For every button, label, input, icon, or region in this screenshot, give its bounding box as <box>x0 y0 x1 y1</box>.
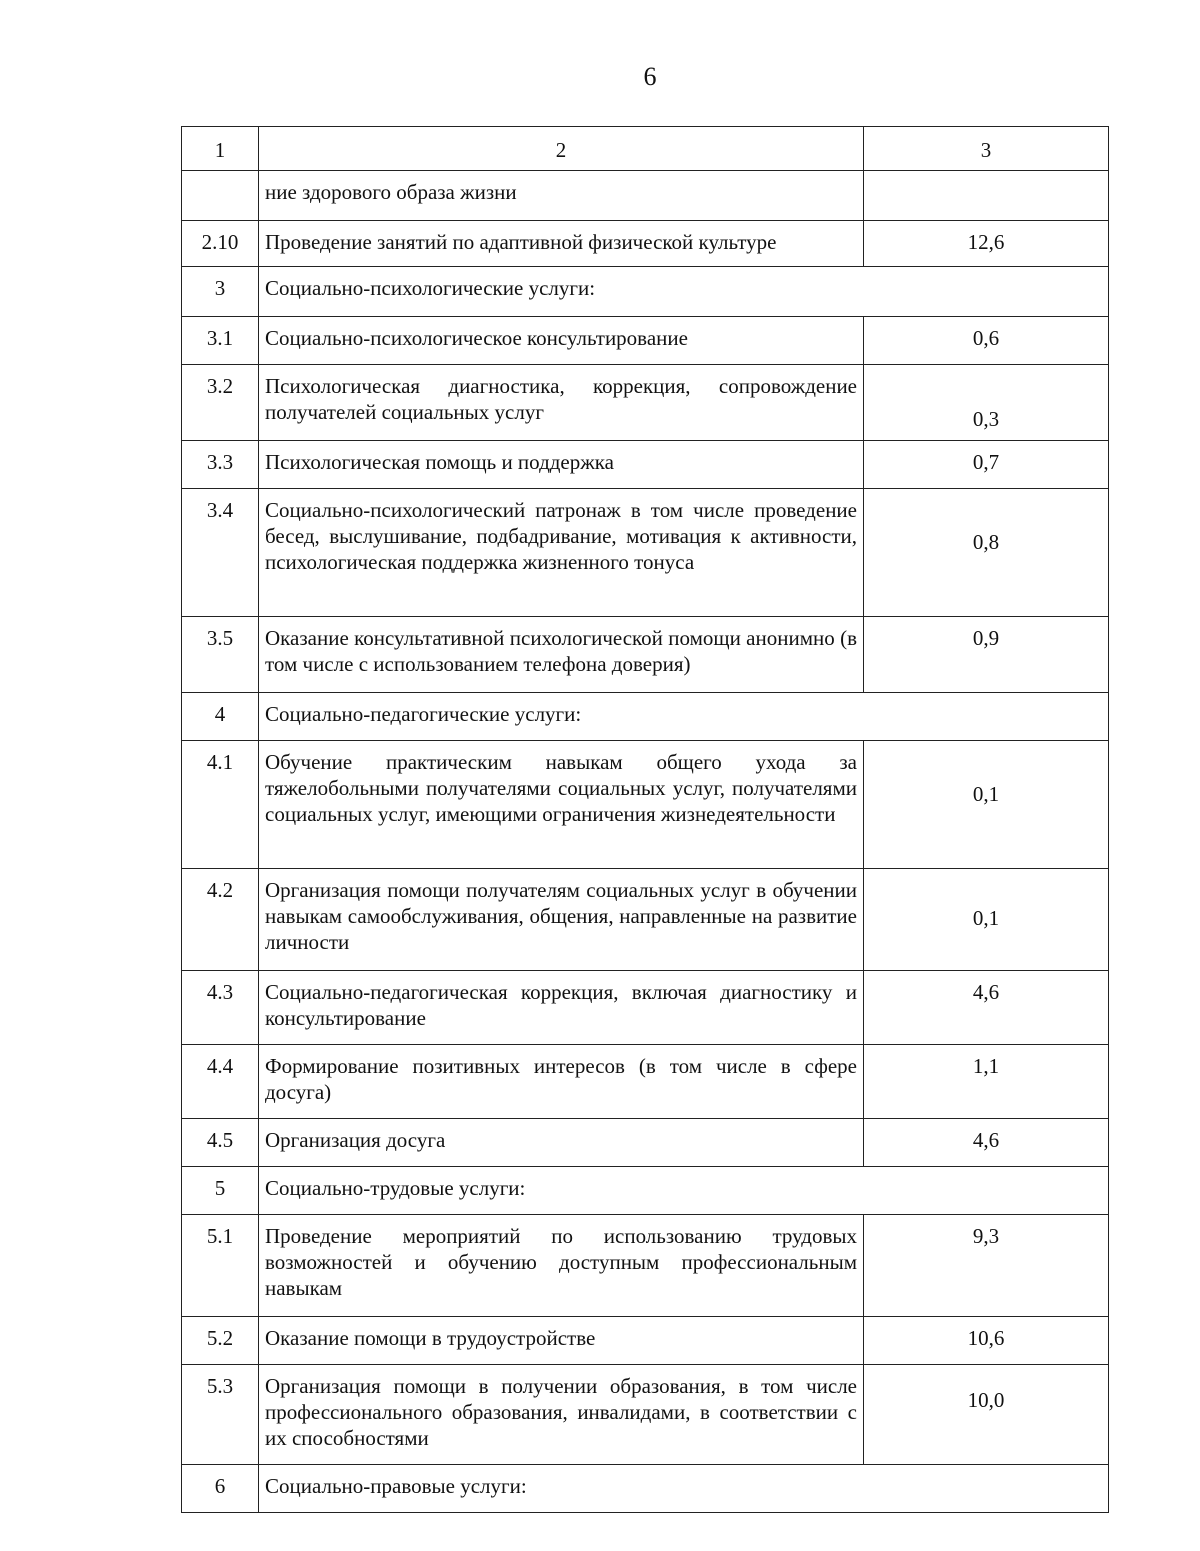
row-value: 0,7 <box>864 441 1109 489</box>
row-service: Организация досуга <box>259 1119 864 1167</box>
row-value: 4,6 <box>864 1119 1109 1167</box>
section-row <box>182 693 1109 741</box>
section-title: Социально-правовые услуги: <box>259 1465 1109 1513</box>
section-number: 4 <box>182 693 259 741</box>
table-row <box>182 489 1109 617</box>
table-row <box>182 971 1109 1045</box>
table-row-continuation <box>182 171 1109 221</box>
section-title: Социально-психологические услуги: <box>259 267 1109 317</box>
row-value: 0,3 <box>864 365 1109 441</box>
table-row <box>182 741 1109 869</box>
row-value: 0,1 <box>864 741 1109 869</box>
row-number: 5.1 <box>182 1215 259 1317</box>
row-number: 4.3 <box>182 971 259 1045</box>
row-service: Социально-психологическое консультирование <box>259 317 864 365</box>
row-value: 0,8 <box>864 489 1109 617</box>
row-number: 3.2 <box>182 365 259 441</box>
table-row <box>182 365 1109 441</box>
row-number: 3.4 <box>182 489 259 617</box>
table-row <box>182 617 1109 693</box>
row-service: Оказание консультативной психологической помощи анонимно (в том числе с использованием телефона доверия) <box>259 617 864 693</box>
row-number: 3.5 <box>182 617 259 693</box>
table-row <box>182 1365 1109 1465</box>
row-service: Психологическая диагностика, коррекция, сопровождение получателей социальных услуг <box>259 365 864 441</box>
row-number: 3.3 <box>182 441 259 489</box>
row-value: 12,6 <box>864 221 1109 267</box>
section-row <box>182 1167 1109 1215</box>
row-number: 2.10 <box>182 221 259 267</box>
row-value: 9,3 <box>864 1215 1109 1317</box>
row-value: 1,1 <box>864 1045 1109 1119</box>
row-value: 4,6 <box>864 971 1109 1045</box>
row-service: Проведение занятий по адаптивной физической культуре <box>259 221 864 267</box>
row-service: Проведение мероприятий по использованию трудовых возможностей и обучению доступным профессиональным навыкам <box>259 1215 864 1317</box>
row-service: Формирование позитивных интересов (в том числе в сфере досуга) <box>259 1045 864 1119</box>
row-service: Оказание помощи в трудоустройстве <box>259 1317 864 1365</box>
row-number: 4.5 <box>182 1119 259 1167</box>
row-number: 4.1 <box>182 741 259 869</box>
header-col-2: 2 <box>259 127 864 171</box>
section-row <box>182 1465 1109 1513</box>
row-value: 10,6 <box>864 1317 1109 1365</box>
row-service: Социально-психологический патронаж в том числе проведение бесед, выслушивание, подбадривание, мотивация к активности, психологическая поддержка жизненного тонуса <box>259 489 864 617</box>
row-value: 0,1 <box>864 869 1109 971</box>
continuation-text: ние здорового образа жизни <box>259 171 864 221</box>
table-row <box>182 1045 1109 1119</box>
services-table <box>181 126 1109 1513</box>
row-service: Организация помощи получателям социальных услуг в обучении навыкам самообслуживания, общения, направленные на развитие личности <box>259 869 864 971</box>
row-service: Психологическая помощь и поддержка <box>259 441 864 489</box>
section-number: 5 <box>182 1167 259 1215</box>
row-value: 10,0 <box>864 1365 1109 1465</box>
section-title: Социально-педагогические услуги: <box>259 693 1109 741</box>
section-title: Социально-трудовые услуги: <box>259 1167 1109 1215</box>
table-row <box>182 869 1109 971</box>
header-col-3: 3 <box>864 127 1109 171</box>
section-number: 6 <box>182 1465 259 1513</box>
section-row <box>182 267 1109 317</box>
page-number: 6 <box>643 62 657 91</box>
row-service: Обучение практическим навыкам общего ухода за тяжелобольными получателями социальных услуг, получателями социальных услуг, имеющими ограничения жизнедеятельности <box>259 741 864 869</box>
row-number: 3.1 <box>182 317 259 365</box>
row-number: 4.4 <box>182 1045 259 1119</box>
header-col-1: 1 <box>182 127 259 171</box>
row-service: Социально-педагогическая коррекция, включая диагностику и консультирование <box>259 971 864 1045</box>
table-header-row <box>182 127 1109 171</box>
row-value: 0,6 <box>864 317 1109 365</box>
row-service: Организация помощи в получении образования, в том числе профессионального образования, инвалидами, в соответствии с их способностями <box>259 1365 864 1465</box>
table-row <box>182 1119 1109 1167</box>
table-row <box>182 1215 1109 1317</box>
row-value: 0,9 <box>864 617 1109 693</box>
row-number: 5.3 <box>182 1365 259 1465</box>
table-row <box>182 1317 1109 1365</box>
table-row <box>182 317 1109 365</box>
table-row <box>182 441 1109 489</box>
row-number: 4.2 <box>182 869 259 971</box>
table-row <box>182 221 1109 267</box>
row-number: 5.2 <box>182 1317 259 1365</box>
section-number: 3 <box>182 267 259 317</box>
